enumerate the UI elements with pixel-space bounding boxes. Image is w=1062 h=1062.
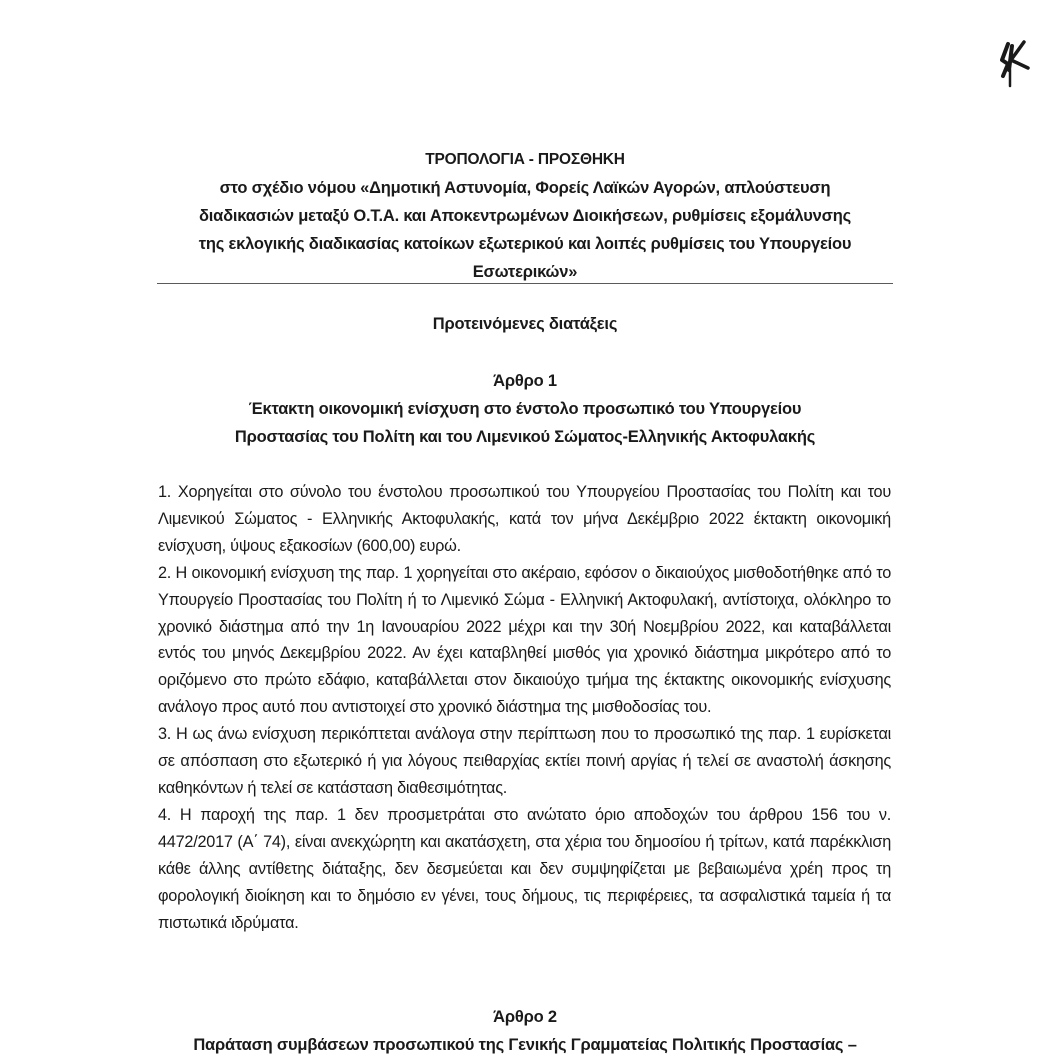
document-subtitle-line: στο σχέδιο νόμου «Δημοτική Αστυνομία, Φορείς Λαϊκών Αγορών, απλούστευση bbox=[219, 179, 831, 197]
header-divider bbox=[157, 283, 893, 284]
section-heading: Προτεινόμενες διατάξεις bbox=[432, 315, 618, 333]
paragraph: 4. Η παροχή της παρ. 1 δεν προσμετράται στο ανώτατο όριο αποδοχών του άρθρου 156 του ν. 4472/2017 (Α΄ 74), είναι ανεκχώρητη και ακατάσχετη, στα χέρια του δημοσίου ή τρίτων, κατά παρέκκλιση κάθε άλλης αντίθετης διάταξης, δεν δεσμεύεται και δεν συμψηφίζεται με βεβαιωμένα χρέη προς τη φορολογική διοίκηση και το δημόσιο εν γένει, τους δήμους, τις περιφέρειες, τα ασφαλιστικά ταμεία ή τα πιστωτικά ιδρύματα. bbox=[158, 805, 891, 932]
document-subtitle-line: της εκλογικής διαδικασίας κατοίκων εξωτερικού και λοιπές ρυθμίσεις του Υπουργείου bbox=[198, 235, 852, 253]
document-title: ΤΡΟΠΟΛΟΓΙΑ - ΠΡΟΣΘΗΚΗ bbox=[425, 151, 625, 168]
document-subtitle-line: διαδικασιών μεταξύ Ο.Τ.Α. και Αποκεντρωμένων Διοικήσεων, ρυθμίσεις εξομάλυνσης bbox=[198, 207, 851, 225]
article-1-body bbox=[158, 479, 891, 936]
article-title-line: Προστασίας του Πολίτη και του Λιμενικού Σώματος-Ελληνικής Ακτοφυλακής bbox=[234, 428, 816, 446]
document-subtitle-line: Εσωτερικών» bbox=[472, 263, 578, 281]
article-number: Άρθρο 2 bbox=[493, 1008, 557, 1026]
article-title-line: Έκτακτη οικονομική ενίσχυση στο ένστολο προσωπικό του Υπουργείου bbox=[248, 400, 802, 418]
paragraph: 2. Η οικονομική ενίσχυση της παρ. 1 χορηγείται στο ακέραιο, εφόσον ο δικαιούχος μισθοδοτήθηκε από το Υπουργείο Προστασίας του Πολίτη ή το Λιμενικό Σώμα - Ελληνική Ακτοφυλακή, αντίστοιχα, ολόκληρο το χρονικό διάστημα από την 1η Ιανουαρίου 2022 μέχρι και την 30ή Νοεμβρίου 2022, και καταβάλλεται εντός του μηνός Δεκεμβρίου 2022. Αν έχει καταβληθεί μισθός για χρονικό διάστημα μικρότερο από το οριζόμενο στο πρώτο εδάφιο, καταβάλλεται στον δικαιούχο τμήμα της έκτακτης οικονομικής ενίσχυσης ανάλογο προς αυτό που αντιστοιχεί στο χρονικό διάστημα της μισθοδοσίας του. bbox=[158, 563, 891, 717]
paragraph: 1. Χορηγείται στο σύνολο του ένστολου προσωπικού του Υπουργείου Προστασίας του Πολίτη και του Λιμενικού Σώματος - Ελληνικής Ακτοφυλακής, κατά τον μήνα Δεκέμβριο 2022 έκτακτη οικονομική ενίσχυση, ύψους εξακοσίων (600,00) ευρώ. bbox=[158, 483, 891, 555]
article-1-heading bbox=[150, 367, 900, 451]
article-2-heading bbox=[150, 1003, 900, 1059]
handwritten-initials-icon bbox=[994, 38, 1034, 88]
paragraph: 3. Η ως άνω ενίσχυση περικόπτεται ανάλογα στην περίπτωση που το προσωπικό της παρ. 1 ευρίσκεται σε απόσπαση στο εξωτερικό ή για λόγους πειθαρχίας εκτίει ποινή αργίας ή τελεί σε αναστολή άσκησης καθηκόντων ή τελεί σε κατάσταση διαθεσιμότητας. bbox=[158, 725, 891, 797]
article-title-line: Παράταση συμβάσεων προσωπικού της Γενικής Γραμματείας Πολιτικής Προστασίας – bbox=[193, 1036, 857, 1054]
document-header bbox=[150, 146, 900, 286]
article-number: Άρθρο 1 bbox=[493, 372, 557, 390]
